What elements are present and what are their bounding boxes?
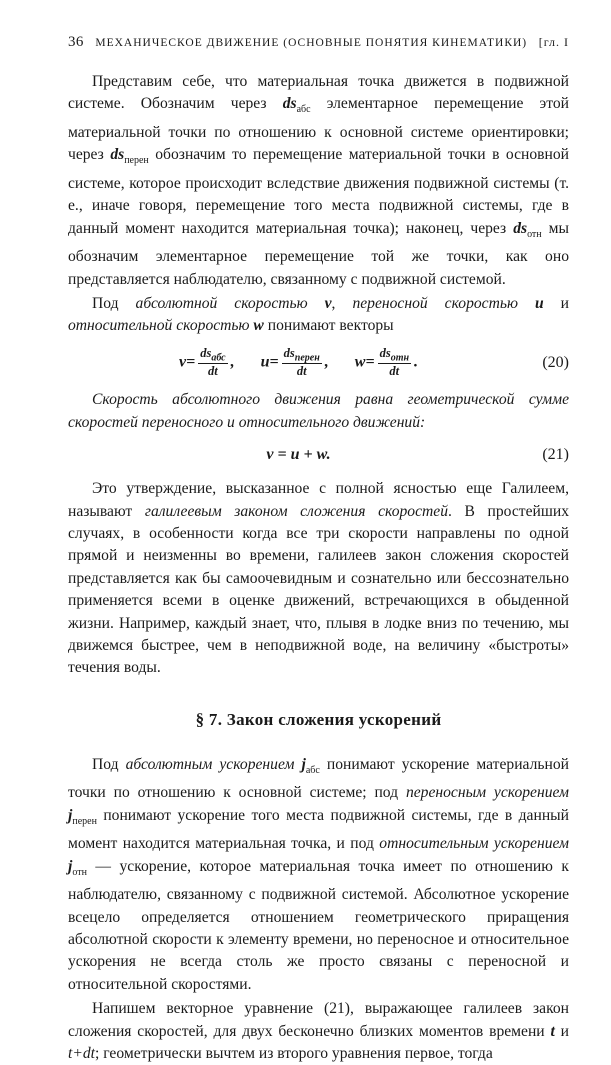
section-heading: § 7. Закон сложения ускорений [195,709,442,729]
running-title: МЕХАНИЧЕСКОЕ ДВИЖЕНИЕ (ОСНОВНЫЕ ПОНЯТИЯ КИНЕМАТИКИ) [95,37,528,49]
running-header [68,34,569,51]
equation-20: v= $\frac{ds_{абс}}{dt}$ , u= $\frac{ds_{перен}}{dt}$ , w= $\frac{ds_{отн}}{dt}$ . (20) [178,345,569,379]
paragraph-2: Под абсолютной скоростью v, переносной скоростью u и относительной скоростью w понимают векторы [68,294,570,335]
equation-number: (21) [542,446,569,464]
equation-21: v = u + w. (21) [266,446,569,464]
paragraph-1: Представим себе, что материальная точка движется в подвижной системе. Обозначим через $ds_{абс}$ элементарное перемещение этой материальной точки по отношению к основной системе ориентировки; через $ds_{перен}$ обозначим то перемещение материальной точки в основной системе, которое происходит вследствие движения подвижной системы (т. е., иначе говоря, перемещение того места подвижной системы, где в данный момент находится материальная точка); наконец, через $ds_{отн}$ мы обозначим элементарное перемещение той же точки, как оно представляется наблюдателю, связанному с подвижной системой. [68,73,570,288]
chapter-label: [гл. I [538,35,569,49]
page-number: 36 [68,34,84,50]
equation-number: (20) [542,353,569,371]
theorem-statement: Скорость абсолютного движения равна геометрической сумме скоростей переносного и относительного движений: [68,391,569,431]
paragraph-5: Напишем векторное уравнение (21), выражающее галилеев закон сложения скоростей, для двух бесконечно близких моментов времени t и t+dt; геометрически вычтем из второго уравнения первое, тогда [68,1000,569,1062]
paragraph-4: Под абсолютным ускорением $j_{абс}$ понимают ускорение материальной точки по отношению к основной системе; под переносным ускорением $j_{перен}$ понимают ускорение того места подвижной системы, где в данный момент находится материальная точка, и под относительным ускорением $j_{отн}$ — ускорение, которое материальная точка имеет по отношению к наблюдателю, связанному с подвижной системой. Абсолютное ускорение всецело определяется отношением геометрического приращения абсолютной скорости к элементу времени, но переносное и относительное ускорения не всегда столь же просто связаны с переносной и относительной скоростями. [68,755,569,993]
paragraph-3: Это утверждение, высказанное с полной ясностью еще Галилеем, называют галилеевым законом сложения скоростей. В простейших случаях, в особенности когда все три скорости направлены по одной прямой и неизменны во времени, галилеев закон сложения скоростей представляется как бы самоочевидным и сознательно или бессознательно применяется всеми в оценке движений, встречающихся в обыденной жизни. Например, каждый знает, что, плывя в лодке вниз по течению, мы движемся быстрее, чем в неподвижной воде, на величину «быстроты» течения воды. [68,480,570,677]
